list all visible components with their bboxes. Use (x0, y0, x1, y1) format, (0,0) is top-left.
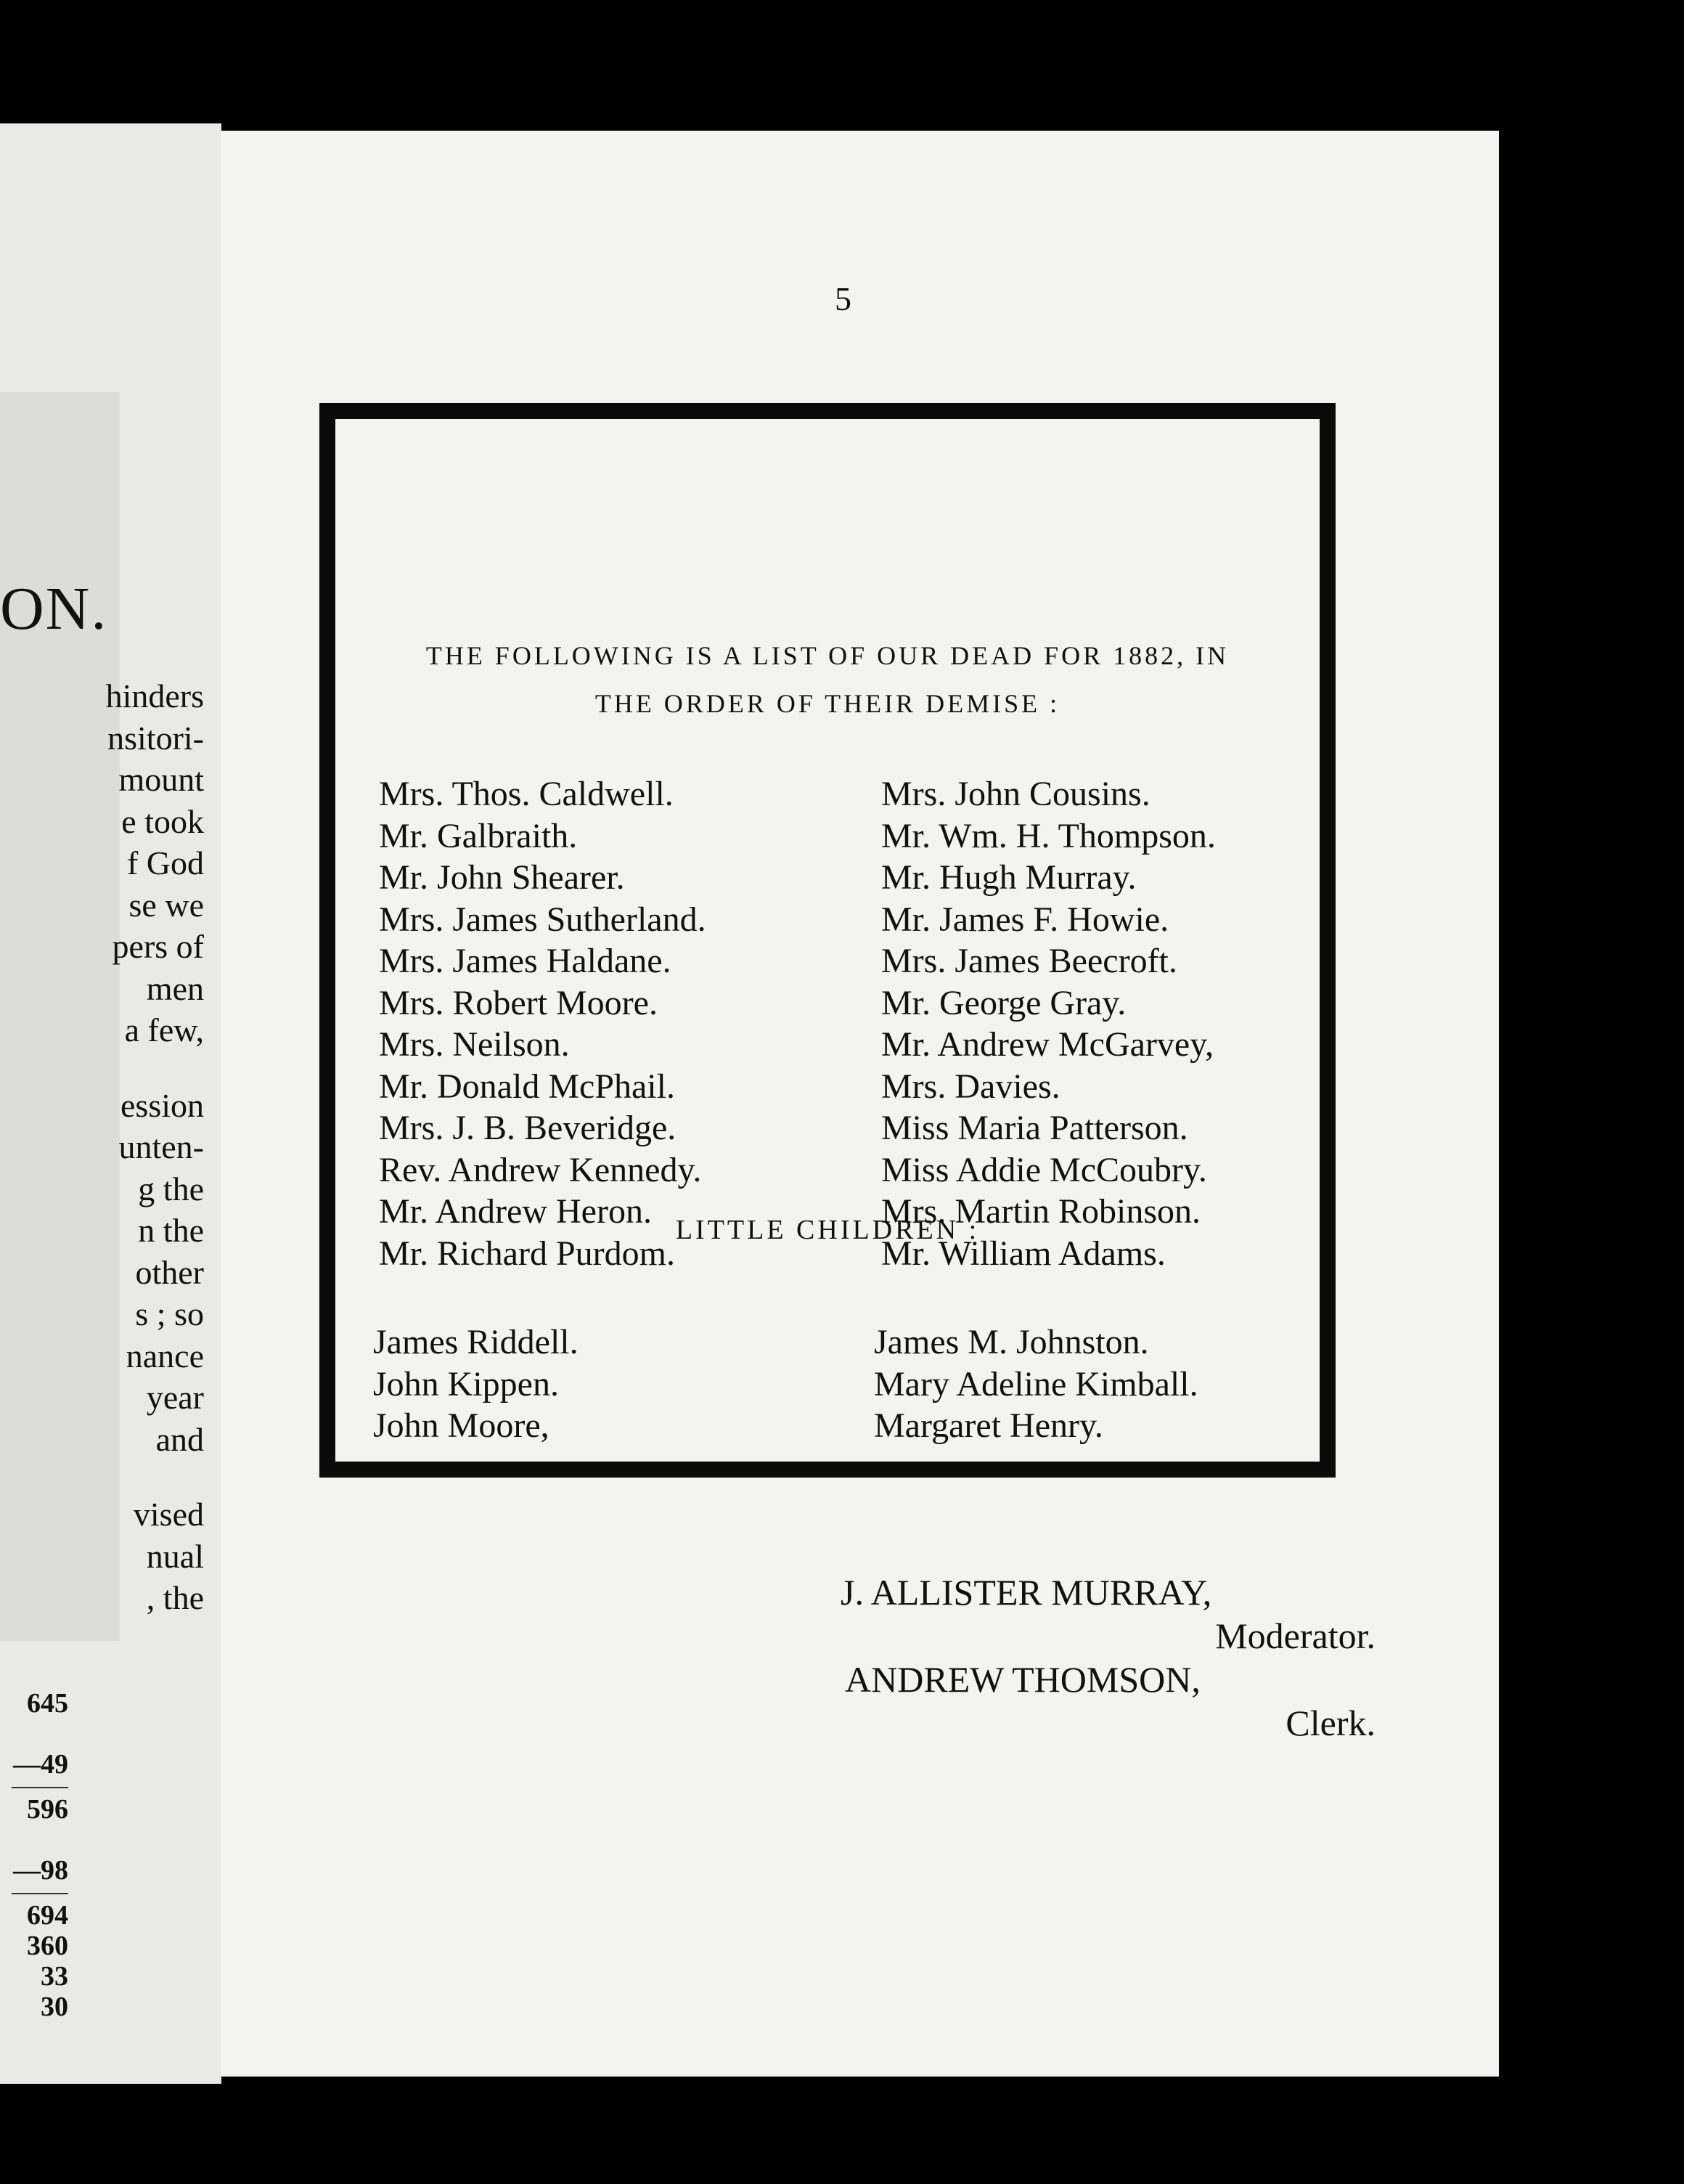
left-text-line: , the (146, 1579, 204, 1616)
left-text-line: nual (146, 1537, 204, 1575)
figure: 33 (41, 1961, 68, 1992)
name-entry: Mrs. John Cousins. (881, 775, 1150, 813)
name-entry: John Moore, (373, 1406, 549, 1445)
name-entry: Mrs. James Sutherland. (379, 900, 706, 939)
left-text-line: nsitori- (107, 719, 204, 757)
left-text-line: f God (126, 844, 204, 881)
left-text-line: other (135, 1253, 204, 1291)
memorial-box (319, 403, 1336, 1478)
name-entry: Miss Maria Patterson. (881, 1109, 1188, 1147)
left-text-line: nance (126, 1337, 204, 1374)
name-entry: Mrs. James Beecroft. (881, 942, 1177, 980)
clerk-name: ANDREW THOMSON, (845, 1659, 1201, 1700)
name-entry: Mr. George Gray. (881, 983, 1127, 1022)
left-text-line: e took (121, 802, 204, 840)
figure: 596 (27, 1794, 68, 1825)
left-text-line: year (146, 1379, 204, 1416)
name-entry: Mrs. James Haldane. (379, 942, 671, 980)
left-text-line: se we (128, 886, 204, 924)
name-entry: Mrs. Davies. (881, 1067, 1060, 1106)
left-page-heading: ON. (0, 575, 108, 643)
figure: —98 (13, 1855, 68, 1886)
name-entry: Mrs. Thos. Caldwell. (379, 775, 674, 813)
children-heading: LITTLE CHILDREN : (675, 1215, 980, 1245)
figure: —49 (13, 1749, 68, 1780)
figure: 360 (27, 1931, 68, 1961)
name-entry: Mr. Andrew Heron. (379, 1192, 652, 1231)
dead-list-left (379, 773, 706, 1274)
children-list-right (874, 1321, 1198, 1447)
left-text-line: a few, (124, 1011, 204, 1048)
dead-list-right (881, 773, 1216, 1274)
left-text-line: mount (118, 761, 204, 798)
name-entry: Mr. Andrew McGarvey, (881, 1025, 1214, 1064)
name-entry: Mr. Donald McPhail. (379, 1067, 675, 1106)
name-entry: Mrs. Neilson. (379, 1025, 570, 1064)
name-entry: John Kippen. (373, 1364, 559, 1403)
figure: 645 (27, 1688, 68, 1719)
left-text-line: vised (133, 1496, 204, 1533)
name-entry: Mary Adeline Kimball. (874, 1364, 1198, 1403)
name-entry: Miss Addie McCoubry. (881, 1150, 1207, 1189)
name-entry: Mrs. J. B. Beveridge. (379, 1109, 677, 1147)
list-title-line-2: THE ORDER OF THEIR DEMISE : (594, 689, 1060, 718)
left-text-line: pers of (112, 928, 204, 965)
figure: 30 (41, 1992, 68, 2022)
left-page-figures (10, 1688, 68, 2022)
left-text-line: and (155, 1420, 204, 1458)
name-entry: Mrs. Robert Moore. (379, 983, 658, 1022)
sum-rule (12, 1893, 68, 1894)
name-entry: James Riddell. (373, 1323, 579, 1361)
previous-page-fragment (0, 123, 221, 2084)
left-text-line: n the (138, 1212, 204, 1249)
figure: 694 (27, 1900, 68, 1931)
left-text-line: ession (120, 1086, 204, 1124)
page-number: 5 (835, 280, 851, 317)
name-entry: Mr. James F. Howie. (881, 900, 1169, 939)
name-entry: Mrs. Martin Robinson. (881, 1192, 1201, 1231)
moderator-name: J. ALLISTER MURRAY, (841, 1572, 1212, 1613)
clerk-title: Clerk. (1286, 1703, 1376, 1743)
left-text-line: unten- (118, 1128, 204, 1165)
name-entry: Mr. Hugh Murray. (881, 858, 1137, 897)
document-page (221, 131, 1499, 2077)
name-entry: Margaret Henry. (874, 1406, 1103, 1445)
name-entry: Mr. Richard Purdom. (379, 1234, 675, 1273)
name-entry: Mr. Wm. H. Thompson. (881, 816, 1216, 855)
name-entry: James M. Johnston. (874, 1323, 1149, 1361)
name-entry: Mr. William Adams. (881, 1234, 1166, 1273)
left-text-line: men (146, 969, 204, 1007)
name-entry: Rev. Andrew Kennedy. (379, 1150, 702, 1189)
sum-rule (12, 1787, 68, 1788)
left-text-line: g the (138, 1170, 204, 1207)
name-entry: Mr. Galbraith. (379, 816, 578, 855)
left-text-line: s ; so (135, 1295, 204, 1332)
left-page-text (106, 675, 204, 1619)
children-list-left (373, 1321, 579, 1447)
moderator-title: Moderator. (1215, 1615, 1376, 1656)
left-text-line: hinders (105, 677, 204, 714)
list-title-line-1: THE FOLLOWING IS A LIST OF OUR DEAD FOR 1882, IN (425, 641, 1230, 670)
name-entry: Mr. John Shearer. (379, 858, 625, 897)
